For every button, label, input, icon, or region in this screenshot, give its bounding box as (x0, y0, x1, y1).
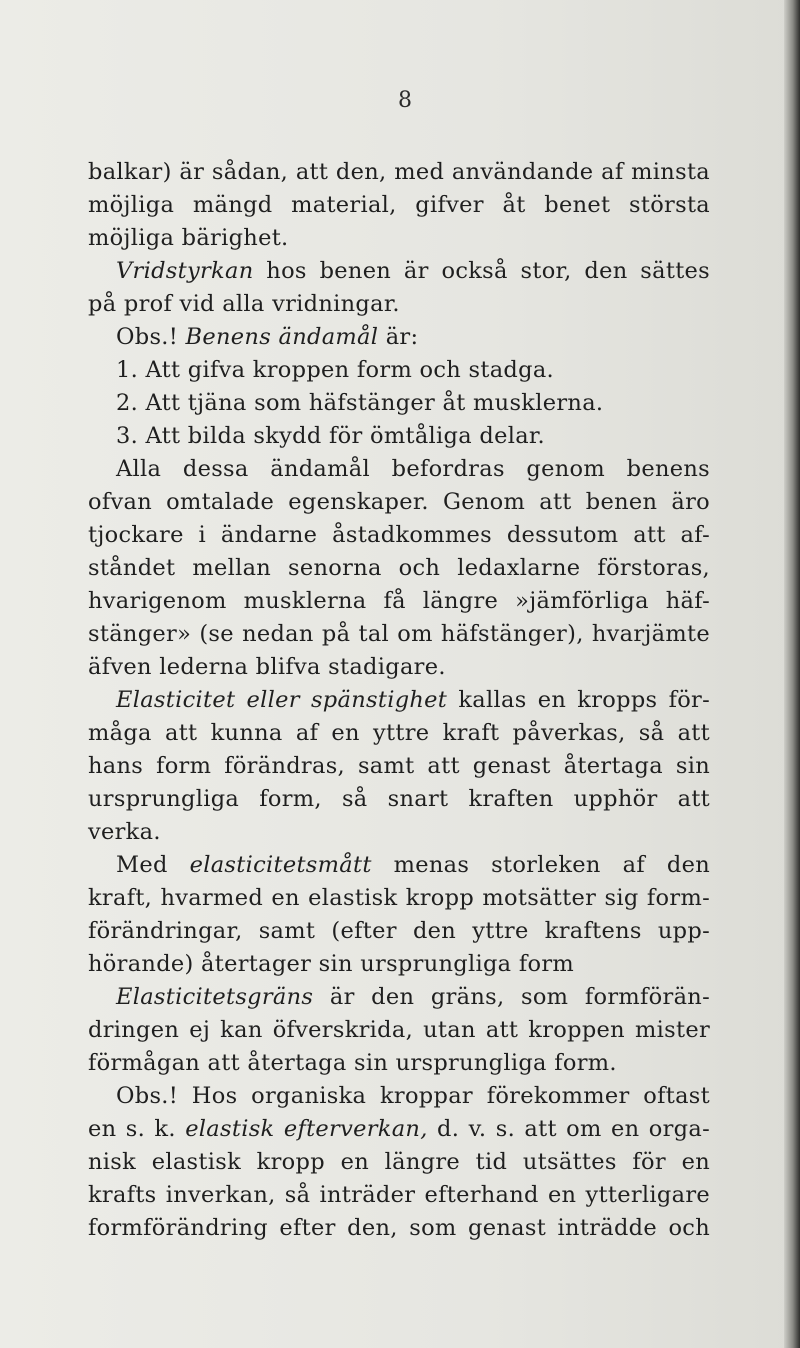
body-text (88, 156, 710, 1245)
text-line: Obs.! Hos organiska kroppar förekommer oftast (116, 1083, 710, 1109)
page-number: 8 (398, 88, 412, 113)
list-item: 2. Att tjäna som häfstänger åt musklerna. (116, 390, 604, 416)
text-line: på prof vid alla vridningar. (88, 291, 400, 317)
text-line: förmågan att återtaga sin ursprungliga form. (88, 1050, 617, 1076)
text-line: ofvan omtalade egenskaper. Genom att benen äro (88, 489, 710, 515)
text-line: möjliga bärighet. (88, 225, 289, 251)
text-line: stänger» (se nedan på tal om häfstänger), hvarjämte (88, 621, 710, 647)
text-line: Elasticitet eller spänstighet kallas en kropps för- (116, 687, 710, 713)
text-line: nisk elastisk kropp en längre tid utsättes för en (88, 1149, 710, 1175)
text-line: hvarigenom musklerna få längre »jämförliga häf- (88, 588, 710, 614)
list-item: 1. Att gifva kroppen form och stadga. (116, 357, 554, 383)
page-edge (784, 0, 800, 1348)
text-line: en s. k. elastisk efterverkan, d. v. s. att om en orga- (88, 1116, 711, 1142)
text-line: ståndet mellan senorna och ledaxlarne förstoras, (88, 555, 710, 581)
list-item: 3. Att bilda skydd för ömtåliga delar. (116, 423, 545, 449)
text-line: krafts inverkan, så inträder efterhand en ytterligare (88, 1182, 710, 1208)
text-line: hörande) återtager sin ursprungliga form (88, 951, 575, 977)
text-line: verka. (88, 819, 161, 845)
text-line: dringen ej kan öfverskrida, utan att kroppen mister (88, 1017, 710, 1043)
text-line: förändringar, samt (efter den yttre kraftens upp- (88, 918, 710, 944)
text-line: ursprungliga form, så snart kraften upphör att (88, 786, 710, 812)
text-line: kraft, hvarmed en elastisk kropp motsätter sig form- (88, 885, 710, 911)
text-line: möjliga mängd material, gifver åt benet största (88, 192, 710, 218)
text-line: Alla dessa ändamål befordras genom benens (116, 456, 710, 482)
text-line: äfven lederna blifva stadigare. (88, 654, 446, 680)
text-line: balkar) är sådan, att den, med användande af minsta (88, 159, 710, 185)
text-line: Obs.! Benens ändamål är: (116, 324, 419, 350)
text-line: hans form förändras, samt att genast återtaga sin (88, 753, 710, 779)
text-line: Elasticitetsgräns är den gräns, som formförän- (116, 984, 710, 1010)
text-line: tjockare i ändarne åstadkommes dessutom att af- (88, 522, 710, 548)
text-line: Vridstyrkan hos benen är också stor, den sättes (116, 258, 710, 284)
text-line: Med elasticitetsmått menas storleken af den (116, 852, 711, 878)
text-line: måga att kunna af en yttre kraft påverkas, så att (88, 720, 710, 746)
text-line: formförändring efter den, som genast inträdde och (88, 1215, 710, 1241)
